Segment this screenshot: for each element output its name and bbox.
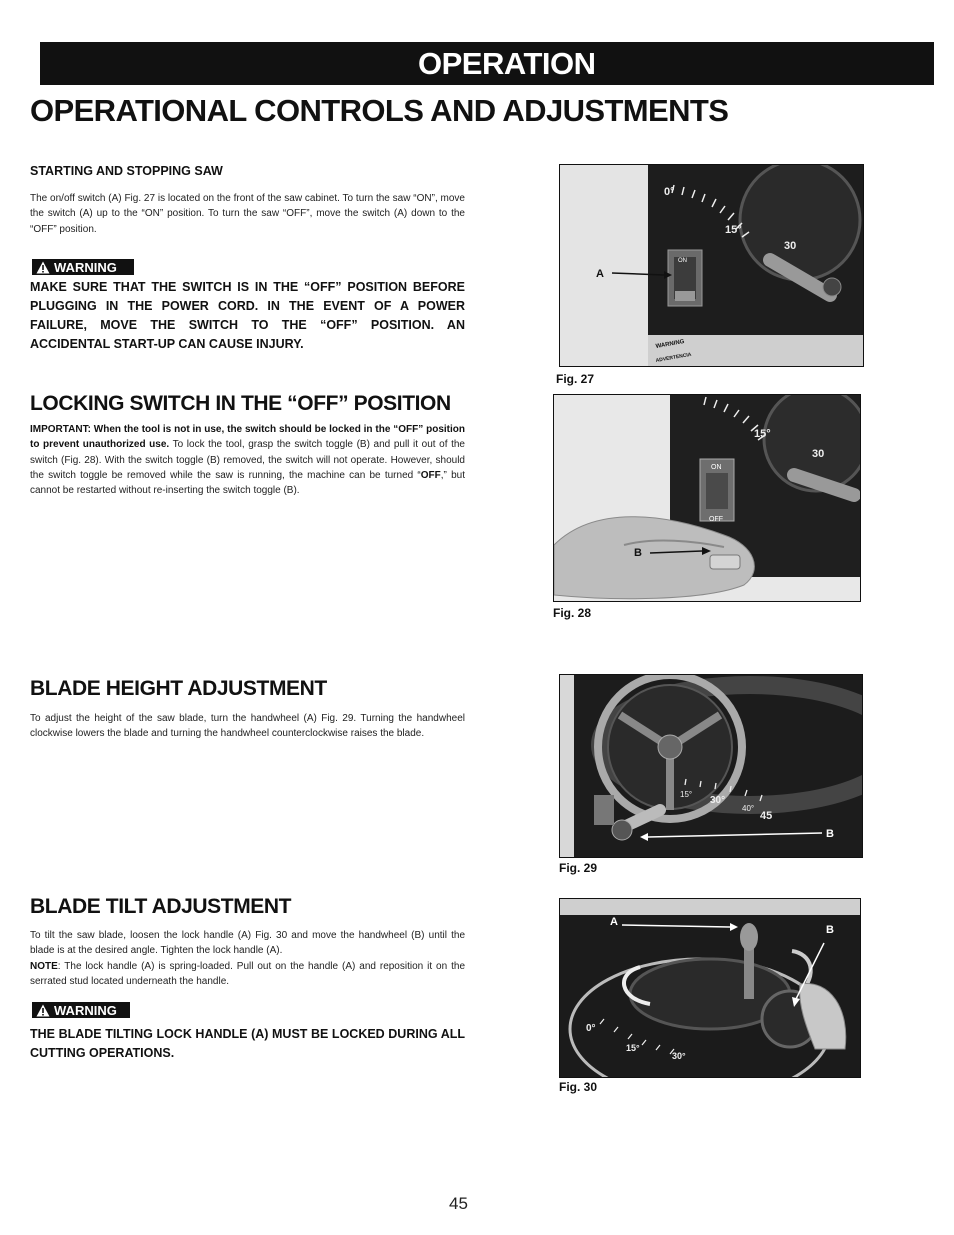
warning-sticker: WARNING: [655, 339, 685, 350]
section-title: OPERATION: [418, 46, 596, 81]
scale-label: 0°: [664, 186, 675, 198]
figure-27-photo: [559, 164, 864, 367]
scale-label: 15°: [626, 1043, 640, 1053]
callout-b: B: [826, 828, 834, 840]
warning-triangle-icon: [36, 261, 50, 274]
note-body: : The lock handle (A) is spring-loaded. Pull out on the handle (A) and reposition it on the serrated stud located underneath the handle.: [30, 960, 465, 987]
blade-tilt-warning-text: THE BLADE TILTING LOCK HANDLE (A) MUST BE LOCKED DURING ALL CUTTING OPERATIONS.: [30, 1027, 465, 1060]
section-banner: [40, 42, 934, 85]
locking-body-1: To lock the tool, grasp the switch toggle (B) and pull it out of the switch (Fig. 28). With the switch toggle (B) removed, the switch will not operate. However, should the switch toggle be removed while the saw is running, the machine can be turned “: [30, 439, 465, 481]
scale-label: 30: [812, 448, 825, 460]
locking-important: IMPORTANT: When the tool is not in use, the switch should be locked in the “OFF” position to prevent unauthorized use.: [30, 424, 465, 451]
callout-b: B: [634, 547, 642, 559]
scale-label: 40°: [742, 804, 755, 813]
callout-a: A: [596, 268, 604, 280]
locking-body-2: ,” but cannot be restarted without re-inserting the switch toggle (B).: [30, 469, 465, 497]
blade-tilt-heading: BLADE TILT ADJUSTMENT: [30, 895, 292, 918]
scale-label: 15°: [725, 224, 742, 236]
blade-tilt-body: [30, 928, 465, 989]
locking-heading: LOCKING SWITCH IN THE “OFF” POSITION: [30, 392, 451, 415]
scale-label: 30: [784, 240, 797, 252]
note-label: NOTE: [30, 960, 58, 972]
figure-28-caption: Fig. 28: [553, 606, 592, 620]
locking-off-word: OFF: [420, 469, 441, 481]
blade-height-heading: BLADE HEIGHT ADJUSTMENT: [30, 677, 327, 700]
warning-triangle-icon: [36, 1004, 50, 1017]
page-number: 45: [449, 1194, 468, 1213]
page-title: OPERATIONAL CONTROLS AND ADJUSTMENTS: [30, 93, 729, 128]
switch-off-label: OFF: [709, 516, 723, 523]
warning-label: WARNING: [54, 1002, 117, 1018]
scale-label: 0°: [586, 1023, 596, 1034]
warning-label: WARNING: [54, 259, 117, 275]
scale-label: 15°: [680, 790, 693, 799]
figure-30-caption: Fig. 30: [559, 1080, 598, 1094]
blade-height-body: To adjust the height of the saw blade, turn the handwheel (A) Fig. 29. Turning the handwheel clockwise lowers the blade and turning the handwheel counterclockwise raises the blade.: [30, 713, 465, 740]
scale-label: 15°: [754, 428, 771, 440]
callout-a: A: [610, 916, 618, 928]
warning-badge: [32, 1002, 130, 1018]
blade-tilt-body-text: To tilt the saw blade, loosen the lock handle (A) Fig. 30 and move the handwheel (B) until the blade is at the desired angle. Tighten the lock handle (A).: [30, 930, 465, 957]
figure-29-photo: [559, 674, 863, 858]
starting-heading: STARTING AND STOPPING SAW: [30, 164, 223, 178]
figure-27-caption: Fig. 27: [556, 372, 595, 386]
starting-warning-text: MAKE SURE THAT THE SWITCH IS IN THE “OFF” POSITION BEFORE PLUGGING IN THE POWER CORD. IN THE EVENT OF A POWER FAILURE, MOVE THE SWITCH TO THE “OFF” POSITION. AN ACCIDENTAL START-UP CAN CAUSE INJURY.: [30, 280, 465, 351]
scale-label: 45: [760, 810, 773, 822]
figure-30-photo: [559, 898, 861, 1078]
figure-28-photo: [553, 394, 861, 602]
starting-body: The on/off switch (A) Fig. 27 is located on the front of the saw cabinet. To turn the saw “ON”, move the switch (A) up to the “ON” position. To turn the saw “OFF”, move the switch (A) down to the “OFF” position.: [30, 193, 465, 235]
scale-label: 30°: [710, 795, 726, 806]
locking-body: [30, 422, 465, 498]
scale-label: 30°: [672, 1051, 686, 1061]
figure-29-caption: Fig. 29: [559, 861, 598, 875]
callout-b: B: [826, 924, 834, 936]
switch-on-label: ON: [678, 258, 687, 264]
warning-badge: [32, 259, 134, 275]
advertencia-sticker: ADVERTENCIA: [655, 351, 692, 364]
switch-on-label: ON: [711, 464, 722, 471]
